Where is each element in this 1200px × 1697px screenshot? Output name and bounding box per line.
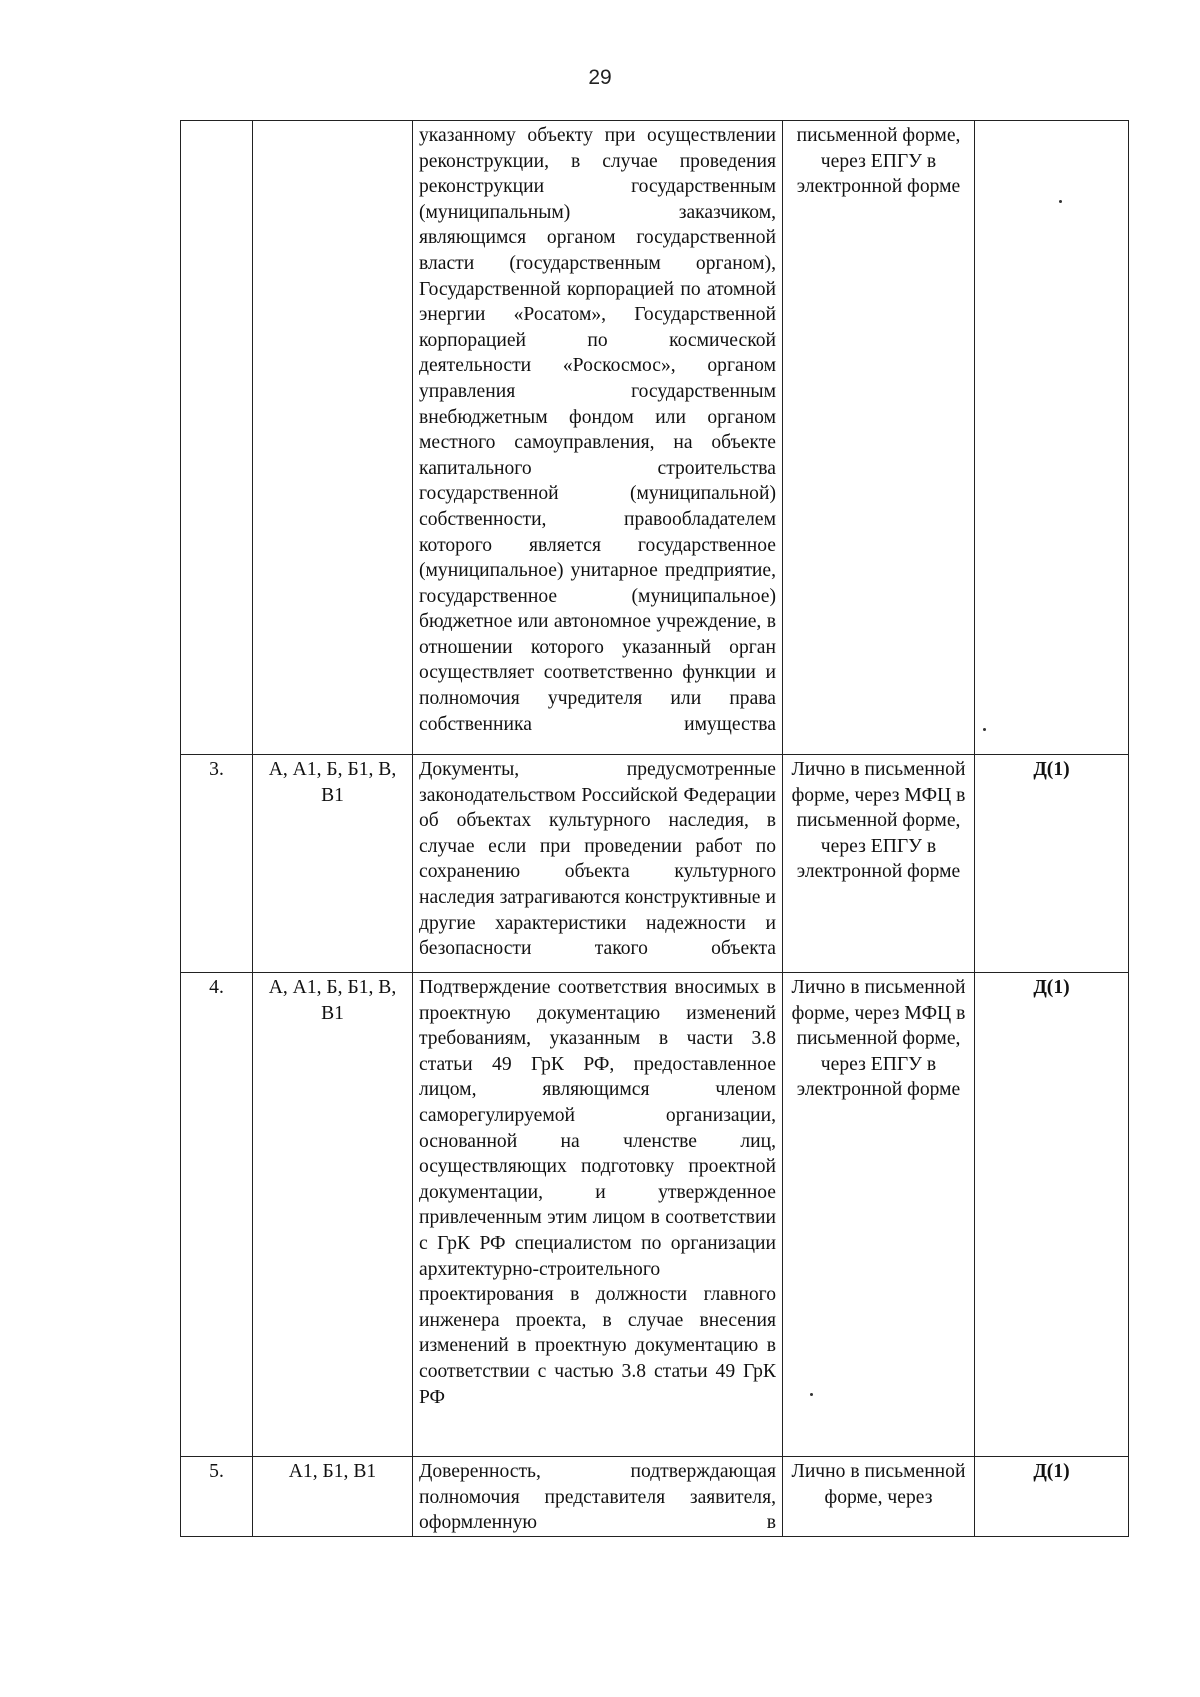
submission-method-cell: Лично в письменной форме, через МФЦ в письменной форме, через ЕПГУ в электронной форме xyxy=(783,755,975,973)
document-code-cell xyxy=(975,121,1129,755)
document-description-cell xyxy=(413,1457,783,1537)
applicant-category-cell xyxy=(253,121,413,755)
applicant-category-cell: А, А1, Б, Б1, В, В1 xyxy=(253,973,413,1457)
submission-method-cell: письменной форме, через ЕПГУ в электронной форме xyxy=(783,121,975,755)
document-description-text: Подтверждение соответствия вносимых в проектную документацию изменений требованиям, указанным в части 3.8 статьи 49 ГрК РФ, предоставленное лицом, являющимся членом саморегулируемой организации, основанной на членстве лиц, осуществляющих подготовку проектной документации, и утвержденное привлеченным этим лицом в соответствии с ГрК РФ специалистом по организации архитектурно-строительного проектирования в должности главного инженера проекта, в случае внесения изменений в проектную документацию в соответствии с частью 3.8 статьи 49 ГрК РФ xyxy=(419,977,776,1408)
scan-speck xyxy=(983,728,986,731)
document-description-cell xyxy=(413,755,783,973)
row-number-cell: 4. xyxy=(181,973,253,1457)
document-code-cell: Д(1) xyxy=(975,973,1129,1457)
documents-table xyxy=(180,120,1129,1537)
document-description-text: Документы, предусмотренные законодательством Российской Федерации об объектах культурного наследия, в случае если при проведении работ по сохранению объекта культурного наследия затрагиваются конструктивные и другие характеристики надежности и безопасности такого объекта xyxy=(419,759,776,960)
document-code-cell: Д(1) xyxy=(975,755,1129,973)
row-number-cell: 3. xyxy=(181,755,253,973)
table-row xyxy=(181,755,1129,973)
document-description-cell xyxy=(413,121,783,755)
scan-speck xyxy=(1059,200,1062,203)
row-number-cell xyxy=(181,121,253,755)
row-number-cell: 5. xyxy=(181,1457,253,1537)
page-number: 29 xyxy=(588,66,612,89)
document-description-cell xyxy=(413,973,783,1457)
document-description-text: указанному объекту при осуществлении реконструкции, в случае проведения реконструкции государственным (муниципальным) заказчиком, являющимся органом государственной власти (государственным органом), Государственной корпорацией по атомной энергии «Росатом», Государственной корпорацией по космической деятельности «Роскосмос», органом управления государственным внебюджетным фондом или органом местного самоуправления, на объекте капитального строительства государственной (муниципальной) собственности, правообладателем которого является государственное (муниципальное) унитарное предприятие, государственное (муниципальное) бюджетное или автономное учреждение, в отношении которого указанный орган осуществляет соответственно функции и полномочия учредителя или права собственника имущества xyxy=(419,125,776,735)
table-row xyxy=(181,1457,1129,1537)
submission-method-cell: Лично в письменной форме, через xyxy=(783,1457,975,1537)
applicant-category-cell: А1, Б1, В1 xyxy=(253,1457,413,1537)
scan-speck xyxy=(810,1393,813,1396)
document-code-cell: Д(1) xyxy=(975,1457,1129,1537)
applicant-category-cell: А, А1, Б, Б1, В, В1 xyxy=(253,755,413,973)
table-row xyxy=(181,121,1129,755)
submission-method-cell: Лично в письменной форме, через МФЦ в письменной форме, через ЕПГУ в электронной форме xyxy=(783,973,975,1457)
document-description-text: Доверенность, подтверждающая полномочия представителя заявителя, оформленную в xyxy=(419,1461,776,1534)
table-row xyxy=(181,973,1129,1457)
